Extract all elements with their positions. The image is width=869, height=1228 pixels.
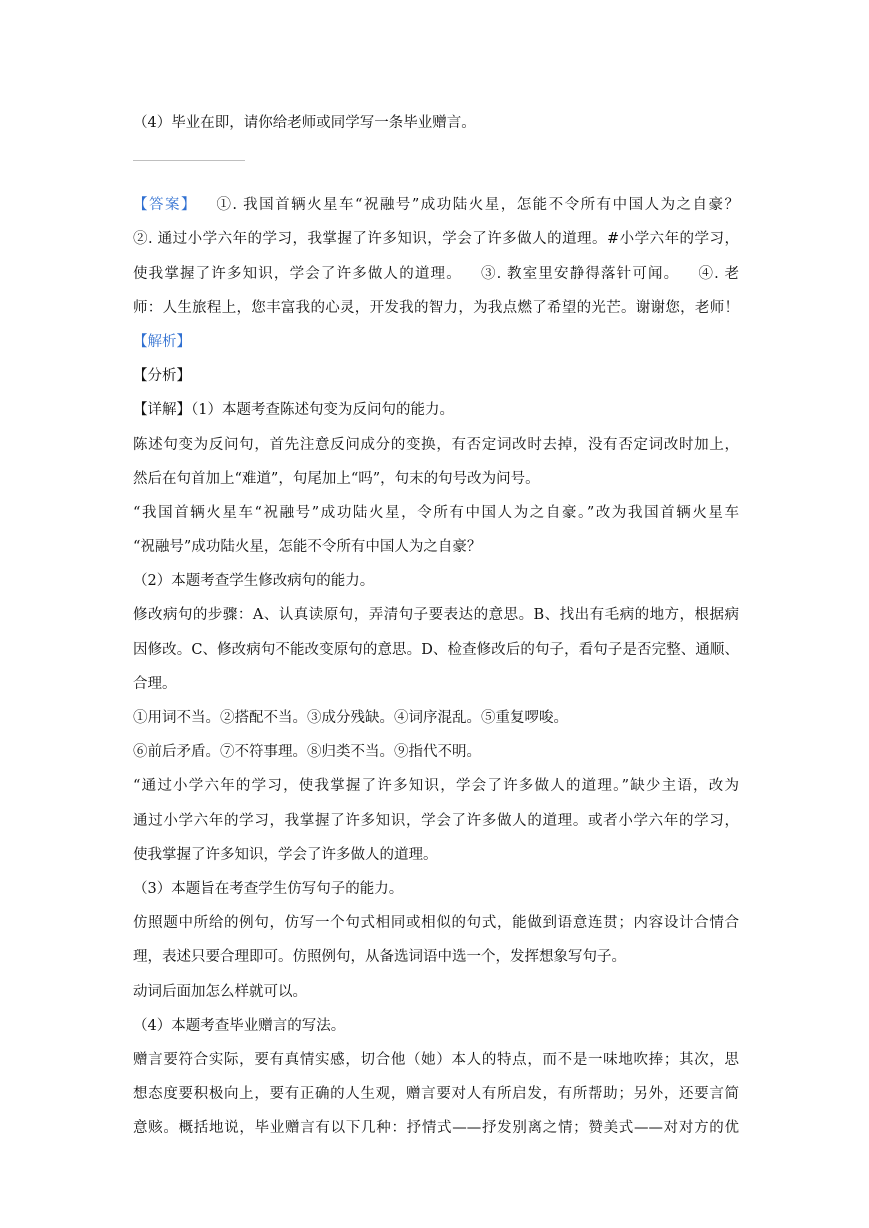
detail-p4-line-1: 赠言要符合实际，要有真情实感，切合他（她）本人的特点，而不是一味地吹捧；其次，思 <box>133 1051 739 1068</box>
answer-line-2: ②. 通过小学六年的学习，我掌握了许多知识，学会了许多做人的道理。#小学六年的学习， <box>133 231 739 248</box>
detail-title-3: （3）本题旨在考查学生仿写句子的能力。 <box>133 880 404 897</box>
answer-tag: 【答案】 <box>133 197 197 214</box>
detail-p2-line-3: 合理。 <box>133 675 177 692</box>
detail-p1-line-2: 然后在句首加上“难道”，句尾加上“吗”，句末的句号改为问号。 <box>133 470 540 487</box>
separator-rule <box>133 160 245 161</box>
answer-line-3 <box>133 257 739 291</box>
answer-item-4-start: ④. 老 <box>697 265 739 282</box>
detail-p2-line-6: “通过小学六年的学习，使我掌握了许多知识，学会了许多做人的道理。”缺少主语，改为 <box>133 778 739 795</box>
detail-p3-line-1: 仿照题中所给的例句，仿写一个句式相同或相似的句式，能做到语意连贯；内容设计合情合 <box>133 915 739 932</box>
answer-line-1 <box>133 188 739 222</box>
detail-p1-line-1: 陈述句变为反问句，首先注意反问成分的变换，有否定词改时去掉，没有否定词改时加上， <box>133 436 739 453</box>
answer-item-3: ③. 教室里安静得落针可闻。 <box>479 265 680 282</box>
detail-p2-line-2: 因修改。C、修改病句不能改变原句的意思。D、检查修改后的句子，看句子是否完整、通顺、 <box>133 641 739 658</box>
detail-title-4: （4）本题考查毕业赠言的写法。 <box>133 1017 346 1034</box>
detail-p1-line-3: “我国首辆火星车“祝融号”成功陆火星，令所有中国人为之自豪。”改为我国首辆火星车 <box>133 504 739 521</box>
document-body <box>133 106 739 1145</box>
separator <box>133 140 739 188</box>
detail-p2-line-1: 修改病句的步骤：A、认真读原句，弄清句子要表达的意思。B、找出有毛病的地方，根据病 <box>133 607 739 624</box>
detail-tag: 【详解】 <box>133 402 191 419</box>
detail-p2-line-4: ①用词不当。②搭配不当。③成分残缺。④词序混乱。⑤重复啰唆。 <box>133 710 568 726</box>
detail-p1-title: （1）本题考查陈述句变为反问句的能力。 <box>191 402 454 419</box>
detail-p2-line-8: 使我掌握了许多知识，学会了许多做人的道理。 <box>133 846 438 863</box>
question-4: （4）毕业在即，请你给老师或同学写一条毕业赠言。 <box>133 115 476 131</box>
fenxi-heading: 【分析】 <box>133 368 191 385</box>
detail-p1-line-4: “祝融号”成功陆火星，怎能不令所有中国人为之自豪？ <box>133 539 482 556</box>
detail-p4-line-3: 意赅。概括地说，毕业赠言有以下几种：抒情式——抒发别离之情；赞美式——对对方的优 <box>133 1120 739 1137</box>
detail-title-1 <box>133 393 739 427</box>
detail-p3-line-3: 动词后面加怎么样就可以。 <box>133 983 307 1000</box>
answer-item-2-end: 使我掌握了许多知识，学会了许多做人的道理。 <box>133 265 462 282</box>
analysis-tag: 【解析】 <box>133 333 191 350</box>
detail-p2-line-7: 通过小学六年的学习，我掌握了许多知识，学会了许多做人的道理。或者小学六年的学习， <box>133 812 739 829</box>
detail-p3-line-2: 理，表述只要合理即可。仿照例句，从备选词语中选一个，发挥想象写句子。 <box>133 949 626 966</box>
answer-item-1: ①. 我国首辆火星车“祝融号”成功陆火星，怎能不令所有中国人为之自豪？ <box>214 197 739 214</box>
analysis-heading <box>133 325 739 359</box>
detail-p4-line-2: 想态度要积极向上，要有正确的人生观，赠言要对人有所启发，有所帮助；另外，还要言简 <box>133 1086 739 1103</box>
detail-title-2: （2）本题考查学生修改病句的能力。 <box>133 573 375 590</box>
detail-p2-line-5: ⑥前后矛盾。⑦不符事理。⑧归类不当。⑨指代不明。 <box>133 744 481 761</box>
answer-line-4: 师：人生旅程上，您丰富我的心灵，开发我的智力，为我点燃了希望的光芒。谢谢您，老师！ <box>133 299 739 316</box>
